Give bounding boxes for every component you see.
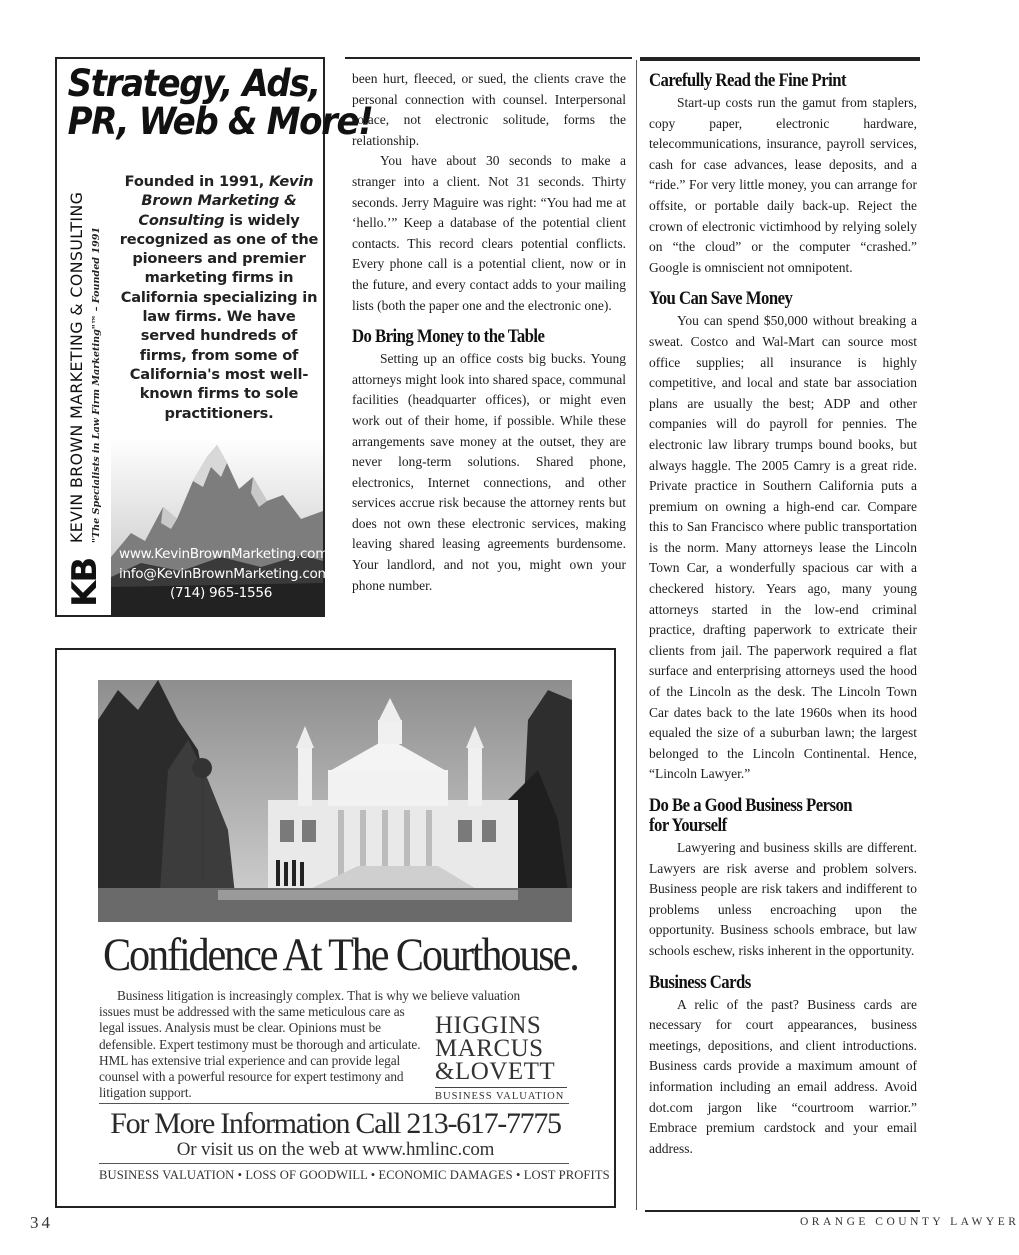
hml-services-list: BUSINESS VALUATION • LOSS OF GOODWILL • ECONOMIC DAMAGES • LOST PROFITS bbox=[99, 1168, 610, 1182]
hml-logo-lovett: &LOVETT bbox=[435, 1058, 556, 1085]
hml-website-link[interactable]: Or visit us on the web at www.hmlinc.com bbox=[176, 1139, 495, 1160]
page-number: 34 bbox=[30, 1213, 53, 1232]
kb-company-rest: MARKETING & CONSULTING bbox=[67, 191, 86, 425]
kb-description-company: Kevin Brown Marketing & Consulting bbox=[138, 173, 314, 229]
kb-email-link[interactable]: info@KevinBrownMarketing.com bbox=[119, 565, 331, 582]
courthouse-photo bbox=[98, 680, 572, 922]
kb-description-prefix: Founded in 1991, bbox=[124, 173, 270, 190]
paragraph-save-money: You can spend $50,000 without breaking a sweat. Costco and Wal-Mart can source most office supplies; all insurance is highly competitive, and local and state bar association plans are usually the best; ADP and other companies will do payroll for pennies. The electronic law library trumps bound books, but always haggle. The 2005 Camry is a great ride. Private practice in Southern California puts a premium on owning a high-end car. Compare this to San Francisco where public transportation is the norm. Many attorneys lease the Lincoln Town Car, a wonderfully spacious car with a checkered history. Years ago, many young attorneys started in the low-end criminal practice, drafting paperwork to extricate their clients from jail. The paperwork required a flat surface and enterprising attorneys used the hood of the Lincoln as the desk. The Lincoln Town Car dates back to the late 1960s when its hood equaled the size of a suburban lawn; the largest belonged to the Lincoln Continental. Hence, “Lincoln Lawyer.” bbox=[649, 313, 917, 782]
publication-title: ORANGE COUNTY LAWYER bbox=[800, 1216, 1019, 1228]
paragraph-fine-print: Start-up costs run the gamut from staplers, copy paper, electronic hardware, telecommunications, insurance, payroll services, cash for case advances, lease deposits, and a “ride.” For very little money, you can arrange for offsite, or portable daily back-up. Reject the crown of electronic victimhood by relying solely on “the cloud” or the computer “crashed.” Google is omniscient not omnipotent. bbox=[649, 95, 917, 275]
kb-description bbox=[119, 172, 319, 423]
heading-business-person-2: for Yourself bbox=[649, 815, 727, 836]
kb-tagline: "The Specialists in Law Firm Marketing"™ – Founded 1991 bbox=[91, 226, 102, 543]
hml-headline: Confidence At The Courthouse. bbox=[103, 929, 578, 981]
hml-valuation-ad bbox=[55, 648, 616, 1208]
hml-copy-first-line: Business litigation is increasingly complex. That is why we believe valuation bbox=[117, 988, 521, 1003]
paragraph-business-person: Lawyering and business skills are different. Lawyers are risk averse and problem solvers. Business people are risk takers and indifferent to problems unless encroaching upon the opportunity. Business schools embrace, but law schools eschew, risks inherent in the opportunity. bbox=[649, 840, 917, 958]
heading-fine-print: Carefully Read the Fine Print bbox=[649, 70, 847, 91]
kb-company-bold: KEVIN BROWN bbox=[67, 424, 86, 543]
middle-article-column bbox=[352, 69, 626, 596]
heading-bring-money: Do Bring Money to the Table bbox=[352, 326, 545, 348]
hml-divider-bottom bbox=[99, 1163, 569, 1164]
hml-logo-marcus: MARCUS bbox=[435, 1035, 544, 1062]
kb-headline-line2: PR, Web & More! bbox=[67, 100, 373, 143]
mid-paragraph-1: been hurt, fleeced, or sued, the clients crave the personal connection with counsel. Interpersonal solace, not electronic solitude, forms the relationship. bbox=[352, 71, 626, 148]
kb-website-link[interactable]: www.KevinBrownMarketing.com bbox=[119, 546, 329, 562]
kb-contact bbox=[119, 545, 331, 604]
heading-save-money: You Can Save Money bbox=[649, 288, 793, 310]
kb-vertical-branding bbox=[65, 67, 115, 607]
hml-phone-cta: For More Information Call 213-617-7775 bbox=[110, 1107, 561, 1140]
hml-logo bbox=[435, 1014, 567, 1102]
top-rule-middle bbox=[345, 57, 632, 59]
heading-business-person-1: Do Be a Good Business Person bbox=[649, 795, 853, 816]
kb-description-rest: is widely recognized as one of the pioneers and premier marketing firms in California specializing in law firms. We have served hundreds of firms, from some of California's most well-known firms to sole practitioners. bbox=[119, 211, 319, 422]
top-rule-right bbox=[640, 57, 920, 61]
mid-paragraph-3: Setting up an office costs big bucks. Young attorneys might look into shared space, communal facilities (headquarter offices), or might even work out of their home, if possible. While these arrangements save money at the outset, they are never long-term solutions. Shared phone, electronics, Internet connections, and other services accrue risk because the attorney rents but does not own these electronic services, making leaving shared leasing agreements burdensome. Your landlord, and not you, might own your phone number. bbox=[352, 351, 626, 593]
hml-copy-rest: issues must be addressed with the same meticulous care as legal issues. Analysis must be clear. Opinions must be defensible. Expert testimony must be thorough and articulate. HML has extensive trial experience and can provide legal counsel with a powerful resource for expert testimony and litigation support. bbox=[99, 1004, 421, 1101]
kb-marketing-ad bbox=[55, 57, 373, 617]
mid-paragraph-2: You have about 30 seconds to make a stranger into a client. Not 31 seconds. Thirty seconds. Jerry Maguire was right: “You had me at ‘hello.’” Keep a database of the potential client contacts. This record clears potential conflicts. Every phone call is a potential client, now or in the future, and every contact adds to your mailing lists (both the paper one and the electronic one). bbox=[352, 153, 626, 313]
right-article-column bbox=[649, 71, 917, 1159]
paragraph-business-cards: A relic of the past? Business cards are necessary for court appearances, business meetings, depositions, and client introductions. Business cards provide a maximum amount of information including an email address. Avoid dot.com jargon like “courtroom warrior.” Embrace premium cardstock and your email address. bbox=[649, 996, 917, 1156]
hml-logo-subtitle: BUSINESS VALUATION bbox=[435, 1087, 567, 1102]
footer-rule bbox=[645, 1210, 920, 1212]
heading-business-cards: Business Cards bbox=[649, 971, 751, 993]
hml-divider-top bbox=[99, 1103, 569, 1104]
kb-company-name bbox=[67, 192, 86, 543]
hml-logo-higgins: HIGGINS bbox=[435, 1012, 542, 1039]
kb-phone: (714) 965-1556 bbox=[169, 585, 273, 601]
kb-headline-line1: Strategy, Ads, bbox=[67, 62, 320, 105]
column-divider bbox=[636, 60, 637, 1210]
kb-logo: KB bbox=[65, 558, 105, 607]
